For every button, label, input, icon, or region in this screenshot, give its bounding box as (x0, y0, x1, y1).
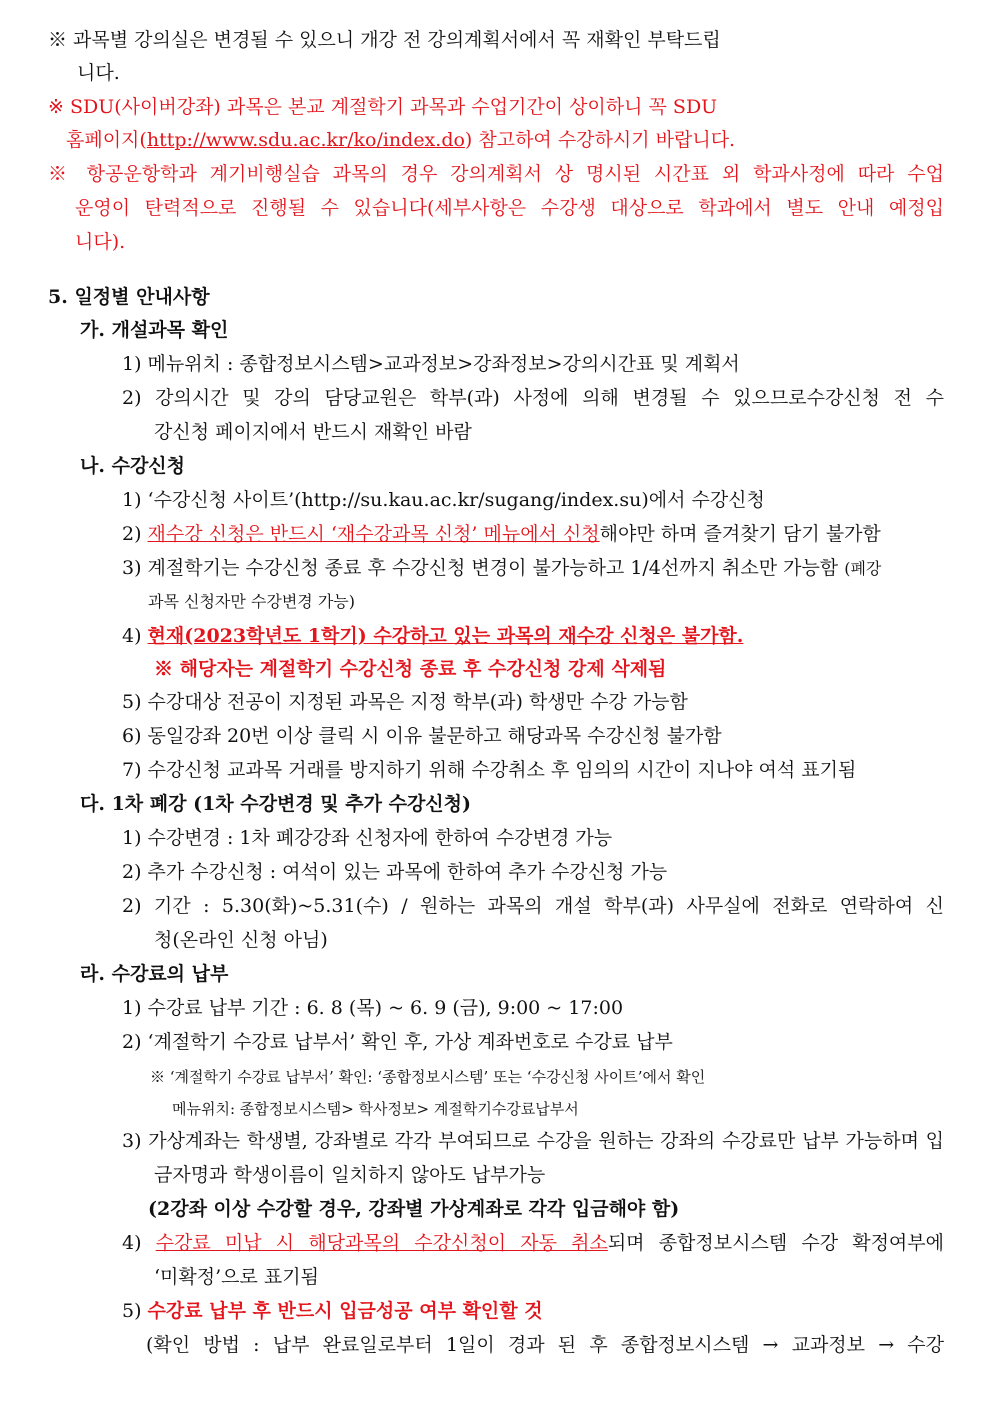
section-title: 5. 일정별 안내사항 (48, 286, 210, 308)
ra-item-4-line2: ‘미확정’으로 표기됨 (154, 1266, 319, 1288)
subsection-heading-na: 나. 수강신청 (80, 455, 185, 477)
ra-item-4-rest: 되며 종합정보시스템 수강 확정여부에 (607, 1232, 944, 1254)
ra-item-2: 2) ‘계절학기 수강료 납부서’ 확인 후, 가상 계좌번호로 수강료 납부 (122, 1031, 673, 1053)
note-sdu-prefix: 홈페이지( (66, 129, 147, 151)
subsection-heading-ga: 가. 개설과목 확인 (80, 319, 229, 341)
da-item-3-line1: 2) 기간 : 5.30(화)~5.31(수) / 원하는 과목의 개설 학부(과) 사무실에 전화로 연락하여 신 (122, 895, 944, 917)
na-item-2-warning: 재수강 신청은 반드시 ‘재수강과목 신청’ 메뉴에서 신청 (147, 523, 600, 545)
ra-item-4-number: 4) (122, 1232, 156, 1254)
na-item-2 (122, 521, 881, 547)
da-item-3-line2: 청(온라인 신청 아님) (154, 929, 328, 951)
na-item-1: 1) ‘수강신청 사이트’(http://su.kau.ac.kr/sugang/index.su)에서 수강신청 (122, 489, 765, 511)
ra-item-1: 1) 수강료 납부 기간 : 6. 8 (목) ~ 6. 9 (금), 9:00 ~ 17:00 (122, 997, 624, 1019)
note-sdu-line2 (66, 127, 735, 153)
ga-item-1: 1) 메뉴위치 : 종합정보시스템>교과정보>강좌정보>강의시간표 및 계획서 (122, 353, 740, 375)
na-item-3-small: (폐강 (844, 559, 882, 578)
subsection-heading-da: 다. 1차 폐강 (1차 수강변경 및 추가 수강신청) (80, 793, 472, 815)
ra-item-5 (122, 1298, 543, 1324)
ra-item-3-line2: 금자명과 학생이름이 일치하지 않아도 납부가능 (154, 1164, 546, 1186)
na-item-2-number: 2) (122, 523, 148, 545)
subsection-heading-ra: 라. 수강료의 납부 (80, 963, 229, 985)
ra-item-2-note2: 메뉴위치: 종합정보시스템> 학사정보> 계절학기수강료납부서 (172, 1100, 579, 1118)
note-aviation-line2: 운영이 탄력적으로 진행될 수 있습니다(세부사항은 수강생 대상으로 학과에서 별도 안내 예정입 (75, 197, 944, 219)
da-item-2: 2) 추가 수강신청 : 여석이 있는 과목에 한하여 추가 수강신청 가능 (122, 861, 668, 883)
na-item-7: 7) 수강신청 교과목 거래를 방지하기 위해 수강취소 후 임의의 시간이 지나야 여석 표기됨 (122, 759, 857, 781)
ra-item-2-note1: ※ ‘계절학기 수강료 납부서’ 확인: ‘종합정보시스템’ 또는 ‘수강신청 사이트’에서 확인 (150, 1068, 706, 1086)
na-item-5: 5) 수강대상 전공이 지정된 과목은 지정 학부(과) 학생만 수강 가능함 (122, 691, 688, 713)
na-item-6: 6) 동일강좌 20번 이상 클릭 시 이유 불문하고 해당과목 수강신청 불가함 (122, 725, 722, 747)
na-item-4-warning: 현재(2023학년도 1학기) 수강하고 있는 과목의 재수강 신청은 불가함. (147, 625, 744, 647)
na-item-4-note: ※ 해당자는 계절학기 수강신청 종료 후 수강신청 강제 삭제됨 (154, 658, 667, 680)
ra-item-3-line3: (2강좌 이상 수강할 경우, 강좌별 가상계좌로 각각 입금해야 함) (148, 1198, 680, 1220)
ra-item-5-number: 5) (122, 1300, 148, 1322)
ga-item-2-line2: 강신청 페이지에서 반드시 재확인 바람 (154, 421, 472, 443)
na-item-4 (122, 623, 743, 649)
note-classroom-line2: 니다. (77, 62, 120, 84)
na-item-3-main: 3) 계절학기는 수강신청 종료 후 수강신청 변경이 불가능하고 1/4선까지 취소만 가능함 (122, 557, 845, 579)
na-item-3-line1 (122, 555, 881, 582)
na-item-3-line2: 과목 신청자만 수강변경 가능) (148, 592, 355, 611)
ra-item-5-line2: (확인 방법 : 납부 완료일로부터 1일이 경과 된 후 종합정보시스템 → 교과정보 → 수강 (146, 1334, 944, 1356)
ra-item-5-warning: 수강료 납부 후 반드시 입금성공 여부 확인할 것 (147, 1300, 543, 1322)
da-item-1: 1) 수강변경 : 1차 폐강강좌 신청자에 한하여 수강변경 가능 (122, 827, 613, 849)
note-aviation-line3: 니다). (75, 231, 126, 253)
note-sdu-line1: ※ SDU(사이버강좌) 과목은 본교 계절학기 과목과 수업기간이 상이하니 꼭 SDU (48, 96, 718, 118)
na-item-2-rest: 해야만 하며 즐겨찾기 담기 불가함 (599, 523, 881, 545)
sdu-homepage-link[interactable]: http://www.sdu.ac.kr/ko/index.do (146, 129, 465, 151)
ra-item-4-warning: 수강료 미납 시 해당과목의 수강신청이 자동 취소 (155, 1232, 608, 1254)
note-aviation-line1: ※ 항공운항학과 계기비행실습 과목의 경우 강의계획서 상 명시된 시간표 외 학과사정에 따라 수업 (48, 163, 944, 185)
na-item-4-number: 4) (122, 625, 148, 647)
ra-item-3-line1: 3) 가상계좌는 학생별, 강좌별로 각각 부여되므로 수강을 원하는 강좌의 수강료만 납부 가능하며 입 (122, 1130, 944, 1152)
note-classroom-line1: ※ 과목별 강의실은 변경될 수 있으니 개강 전 강의계획서에서 꼭 재확인 부탁드립 (48, 29, 721, 51)
ga-item-2-line1: 2) 강의시간 및 강의 담당교원은 학부(과) 사정에 의해 변경될 수 있으므로수강신청 전 수 (122, 387, 944, 409)
note-sdu-suffix: ) 참고하여 수강하시기 바랍니다. (464, 129, 736, 151)
ra-item-4-line1 (122, 1230, 944, 1256)
